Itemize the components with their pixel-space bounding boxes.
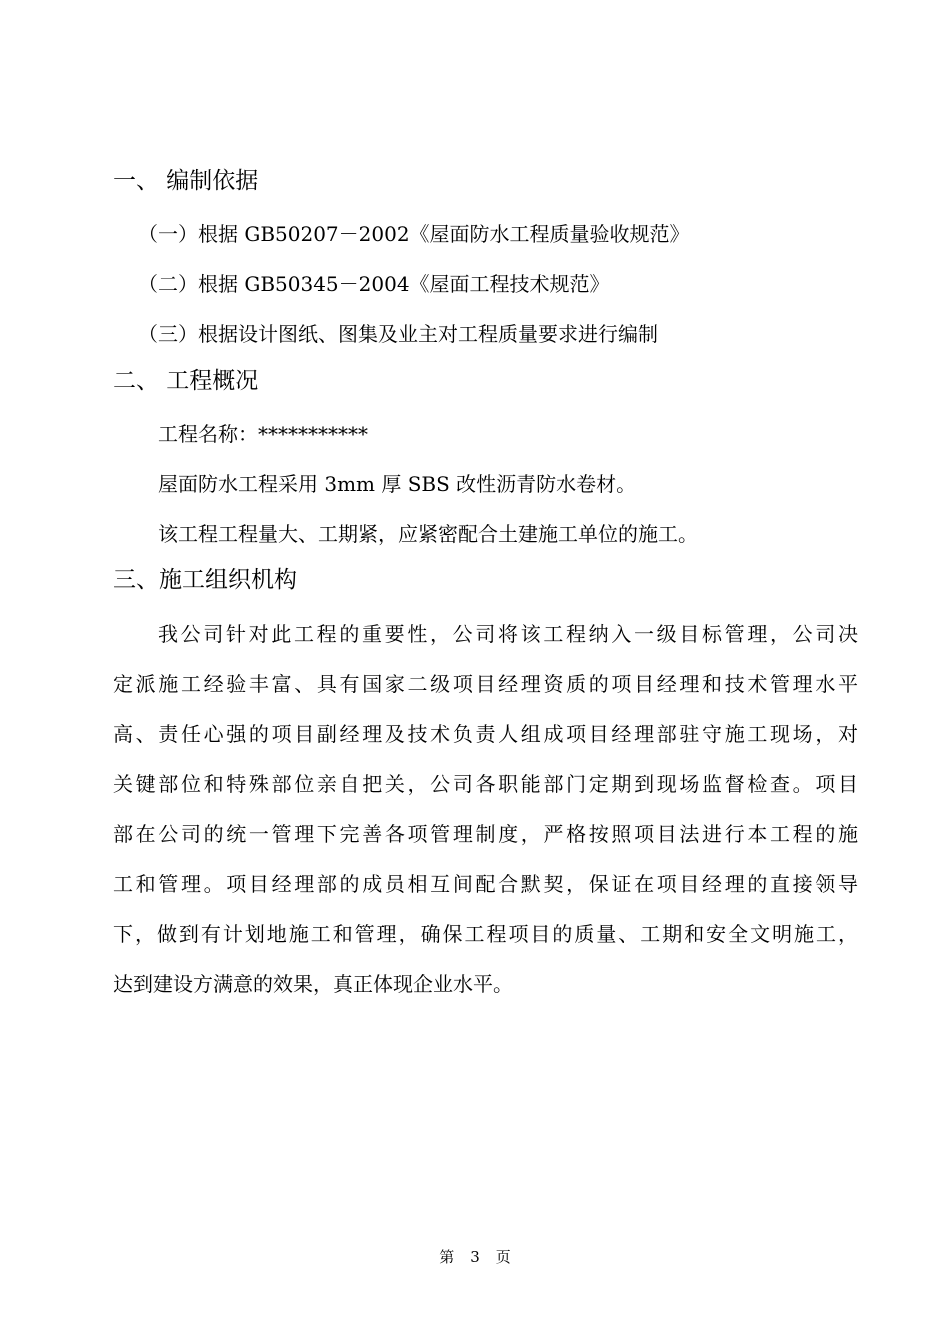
paragraph-line-7: 下，做到有计划地施工和管理，确保工程项目的质量、工期和安全文明施工， [113,922,858,946]
section3-heading: 三、施工组织机构 [113,567,297,593]
paragraph-line-2: 定派施工经验丰富、具有国家二级项目经理资质的项目经理和技术管理水平 [113,672,858,696]
page-footer [0,1246,950,1267]
footer-suffix: 页 [495,1248,511,1266]
paragraph-line-4: 关键部位和特殊部位亲自把关，公司各职能部门定期到现场监督检查。项目 [113,772,858,796]
paragraph-line-1: 我公司针对此工程的重要性，公司将该工程纳入一级目标管理，公司决 [158,622,858,646]
section1-heading: 一、 编制依据 [113,168,259,194]
paragraph-line-3: 高、责任心强的项目副经理及技术负责人组成项目经理部驻守施工现场，对 [113,722,858,746]
section2-heading: 二、 工程概况 [113,368,259,394]
paragraph-line-5: 部在公司的统一管理下完善各项管理制度，严格按照项目法进行本工程的施 [113,822,858,846]
paragraph-line-8: 达到建设方满意的效果，真正体现企业水平。 [113,972,513,996]
page-number: 3 [470,1248,480,1266]
footer-prefix: 第 [439,1248,455,1266]
waterproofing-line: 屋面防水工程采用 3mm 厚 SBS 改性沥青防水卷材。 [158,472,637,496]
project-name-line: 工程名称：*********** [158,422,368,446]
section1-item-3: （三）根据设计图纸、图集及业主对工程质量要求进行编制 [138,322,658,346]
section1-item-1: （一）根据 GB50207－2002《屋面防水工程质量验收规范》 [138,222,690,246]
schedule-line: 该工程工程量大、工期紧，应紧密配合土建施工单位的施工。 [158,522,698,546]
section1-item-2: （二）根据 GB50345－2004《屋面工程技术规范》 [138,272,610,296]
paragraph-line-6: 工和管理。项目经理部的成员相互间配合默契，保证在项目经理的直接领导 [113,872,858,896]
